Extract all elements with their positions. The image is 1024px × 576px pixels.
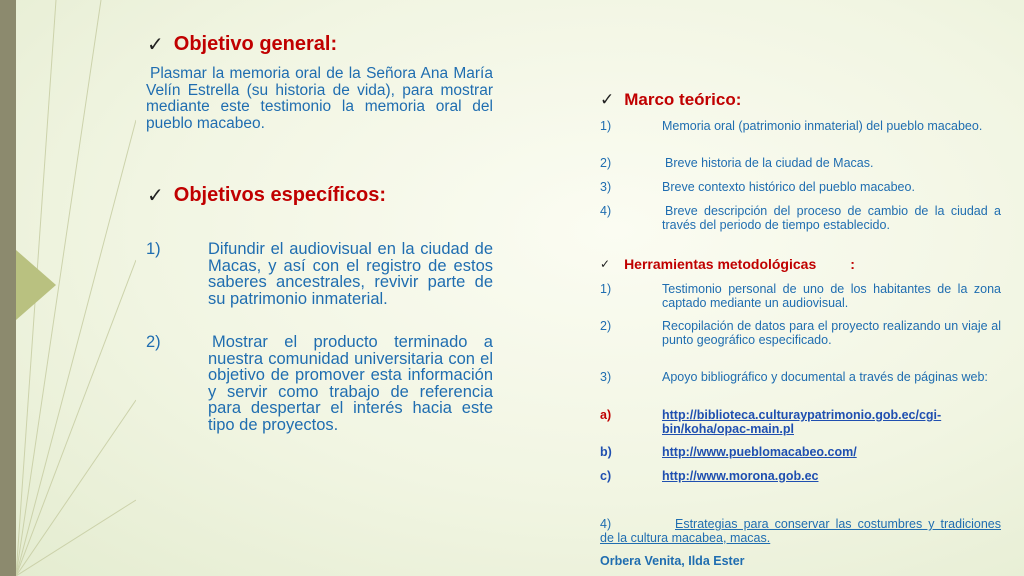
checkmark-icon: ✓ bbox=[147, 185, 164, 207]
link-label: a) bbox=[600, 408, 612, 422]
objetivo-general-title: Objetivo general: bbox=[173, 33, 338, 55]
list-item bbox=[146, 334, 493, 433]
objetivos-especificos-heading bbox=[147, 183, 386, 208]
list-link-text[interactable]: Estrategias para conservar las costumbres y tradiciones de la cultura macabea, macas. bbox=[600, 517, 1001, 545]
list-text: Testimonio personal de uno de los habitantes de la zona captado mediante un audiovisual. bbox=[662, 282, 1001, 310]
checkmark-icon: ✓ bbox=[600, 90, 615, 109]
list-text: Recopilación de datos para el proyecto realizando un viaje al punto geográfico especificado. bbox=[662, 319, 1001, 347]
marco-teorico-title: Marco teórico: bbox=[624, 90, 742, 109]
list-text: Difundir el audiovisual en la ciudad de Macas, y así con el registro de estos saberes ancestrales, revivir parte de su patrimonio inmaterial. bbox=[208, 240, 493, 308]
link-url[interactable]: http://www.morona.gob.ec bbox=[662, 469, 819, 483]
list-item bbox=[600, 205, 1001, 232]
herramientas-colon: : bbox=[850, 256, 855, 272]
list-text: Breve contexto histórico del pueblo macabeo. bbox=[662, 180, 915, 194]
link-item bbox=[600, 470, 1001, 484]
list-item bbox=[600, 181, 1001, 195]
list-number: 3) bbox=[600, 370, 612, 384]
list-item bbox=[600, 120, 1001, 134]
herramientas-heading bbox=[600, 256, 855, 272]
list-item bbox=[600, 320, 1001, 347]
marco-teorico-heading bbox=[600, 90, 741, 110]
list-number: 4) bbox=[600, 517, 612, 531]
list-number: 3) bbox=[600, 180, 612, 194]
list-item bbox=[600, 371, 1001, 385]
list-number: 2) bbox=[600, 156, 612, 170]
list-text: Mostrar el producto terminado a nuestra comunidad universitaria con el objetivo de promover esta información y servir como trabajo de referencia para despertar el interés hacia este tipo de proyectos. bbox=[208, 333, 493, 434]
list-number: 2) bbox=[146, 333, 161, 351]
objetivo-general-heading bbox=[147, 32, 337, 57]
list-text: Breve descripción del proceso de cambio de la ciudad a través del periodo de tiempo establecido. bbox=[662, 204, 1001, 232]
list-item bbox=[600, 157, 1001, 171]
checkmark-icon: ✓ bbox=[600, 257, 611, 271]
list-text: Memoria oral (patrimonio inmaterial) del pueblo macabeo. bbox=[662, 119, 983, 133]
list-item bbox=[600, 518, 1001, 545]
list-text: Apoyo bibliográfico y documental a través de páginas web: bbox=[662, 370, 988, 384]
list-text: Breve historia de la ciudad de Macas. bbox=[665, 156, 874, 170]
list-item bbox=[600, 283, 1001, 310]
link-item bbox=[600, 409, 1001, 436]
list-number: 1) bbox=[600, 282, 612, 296]
herramientas-title: Herramientas metodológicas bbox=[624, 256, 817, 272]
link-label: c) bbox=[600, 469, 612, 483]
objetivo-general-text: Plasmar la memoria oral de la Señora Ana María Velín Estrella (su historia de vida), para mostrar mediante este testimonio la memoria oral del pueblo macabeo. bbox=[146, 65, 493, 132]
list-number: 2) bbox=[600, 319, 612, 333]
decorative-triangle bbox=[16, 250, 56, 320]
link-url[interactable]: http://biblioteca.culturaypatrimonio.gob.ec/cgi-bin/koha/opac-main.pl bbox=[662, 408, 942, 436]
list-number: 1) bbox=[600, 119, 612, 133]
author-name: Orbera Venita, Ilda Ester bbox=[600, 554, 745, 568]
link-item bbox=[600, 446, 1001, 460]
list-item bbox=[146, 241, 493, 307]
left-side-bar bbox=[0, 0, 16, 576]
objetivos-especificos-title: Objetivos específicos: bbox=[173, 184, 387, 206]
checkmark-icon: ✓ bbox=[147, 34, 164, 56]
link-url[interactable]: http://www.pueblomacabeo.com/ bbox=[662, 445, 857, 459]
list-number: 4) bbox=[600, 204, 612, 218]
list-number: 1) bbox=[146, 240, 161, 258]
link-label: b) bbox=[600, 445, 612, 459]
